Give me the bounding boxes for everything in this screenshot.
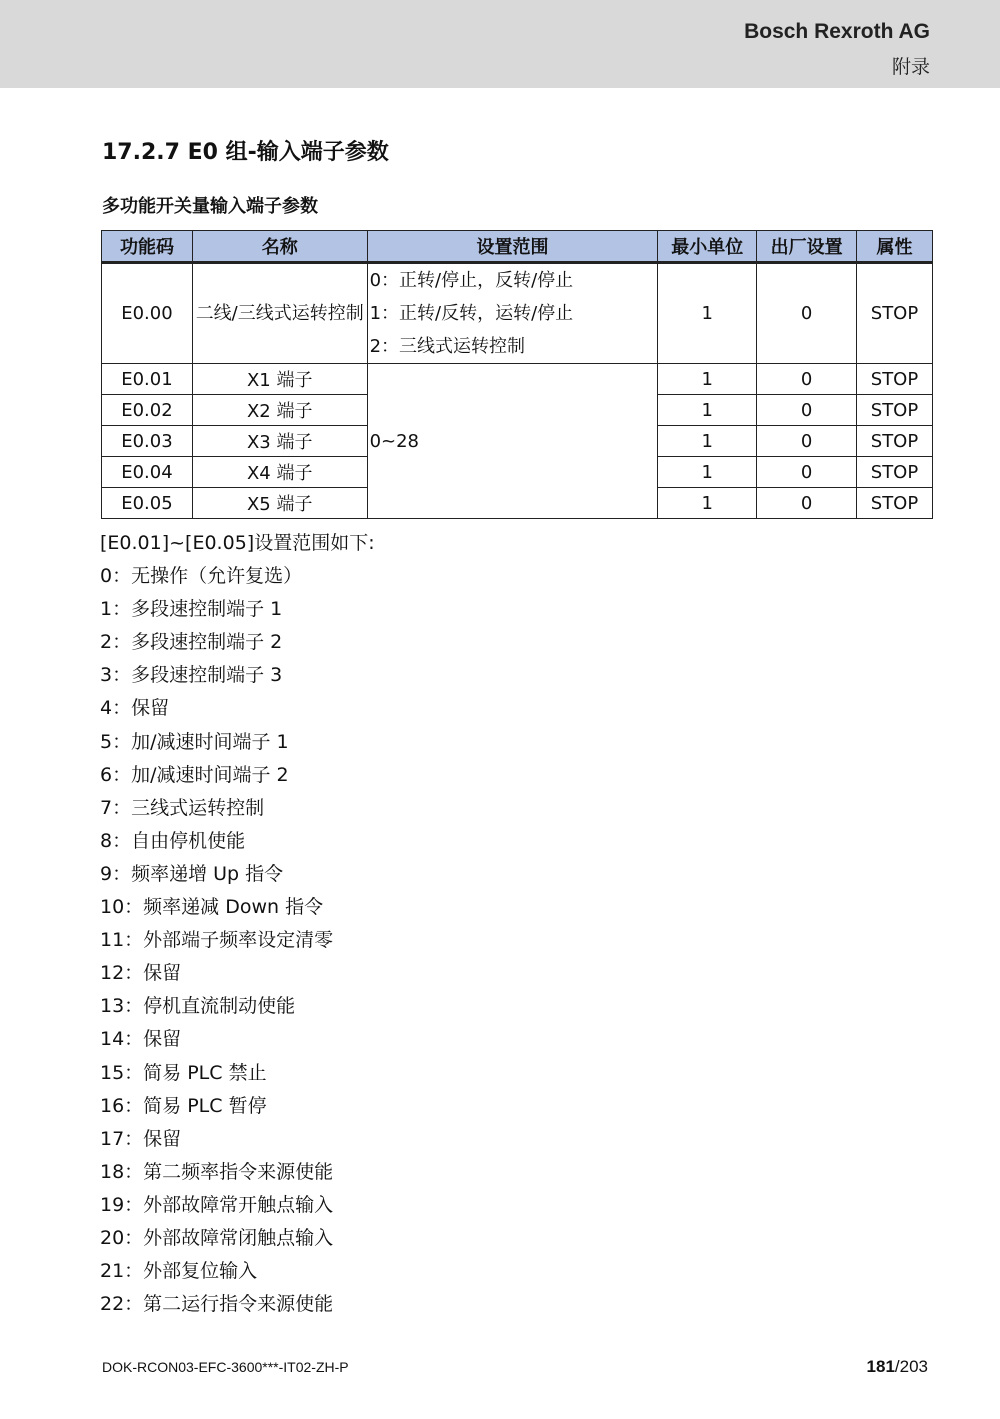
total-pages: /203 (894, 1357, 928, 1376)
param-name (192, 263, 367, 364)
list-item: 8：自由停机使能 (100, 829, 246, 852)
list-item: 5：加/减速时间端子 1 (100, 730, 289, 753)
param-range-shared: 0~28 (367, 364, 658, 519)
list-item: 2：多段速控制端子 2 (100, 631, 283, 654)
document-id: DOK-RCON03-EFC-3600***-IT02-ZH-P (102, 1359, 349, 1375)
param-default: 0 (757, 364, 857, 395)
table-header-row (102, 231, 933, 263)
param-code: E0.03 (102, 426, 193, 457)
list-item: 6：加/减速时间端子 2 (100, 763, 289, 786)
list-item: 16：简易 PLC 暂停 (100, 1094, 267, 1117)
param-attribute: STOP (856, 457, 932, 488)
list-item: 17：保留 (100, 1127, 182, 1150)
section-label: 附录 (891, 56, 930, 78)
column-header: 出厂设置 (757, 231, 857, 263)
list-item: 19：外部故障常开触点输入 (100, 1193, 334, 1216)
param-unit: 1 (658, 395, 757, 426)
table-row (102, 263, 933, 364)
param-name: X3 端子 (192, 426, 367, 457)
param-range (367, 263, 658, 364)
list-item: 4：保留 (100, 697, 170, 720)
column-header: 最小单位 (658, 231, 757, 263)
param-unit: 1 (658, 263, 757, 364)
company-name: Bosch Rexroth AG (744, 20, 930, 43)
range-option: 1：正转/反转，运转/停止 (369, 303, 574, 324)
param-default: 0 (757, 457, 857, 488)
column-header: 功能码 (102, 231, 193, 263)
list-item: 15：简易 PLC 禁止 (100, 1061, 267, 1084)
param-name: X5 端子 (192, 488, 367, 519)
param-attribute: STOP (856, 488, 932, 519)
list-item: 13：停机直流制动使能 (100, 995, 296, 1018)
list-item: 22：第二运行指令来源使能 (100, 1293, 334, 1316)
range-option: 0：正转/停止，反转/停止 (369, 270, 574, 291)
param-default: 0 (757, 263, 857, 364)
column-header: 属性 (856, 231, 932, 263)
table-row (102, 364, 933, 395)
list-item: 0：无操作（允许复选） (100, 565, 303, 588)
column-header: 名称 (192, 231, 367, 263)
list-item: 7：三线式运转控制 (100, 796, 265, 819)
param-code: E0.00 (102, 263, 193, 364)
param-name: X1 端子 (192, 364, 367, 395)
param-name-text: 二线/三线式运转控制 (195, 302, 364, 324)
list-item: [E0.01]~[E0.05]设置范围如下: (100, 532, 375, 554)
list-item: 3：多段速控制端子 3 (100, 664, 283, 687)
param-unit: 1 (658, 457, 757, 488)
list-item: 21：外部复位输入 (100, 1260, 258, 1283)
current-page: 181 (866, 1357, 895, 1376)
param-unit: 1 (658, 364, 757, 395)
page-header (0, 0, 1000, 88)
list-item: 1：多段速控制端子 1 (100, 598, 283, 621)
list-item: 14：保留 (100, 1028, 182, 1051)
column-header: 设置范围 (367, 231, 658, 263)
list-item: 10：频率递减 Down 指令 (100, 896, 324, 919)
list-item: 20：外部故障常闭触点输入 (100, 1226, 334, 1249)
range-option: 2：三线式运转控制 (369, 336, 526, 357)
param-unit: 1 (658, 426, 757, 457)
param-code: E0.04 (102, 457, 193, 488)
list-item: 9：频率递增 Up 指令 (100, 862, 284, 885)
param-code: E0.01 (102, 364, 193, 395)
param-code: E0.05 (102, 488, 193, 519)
param-code: E0.02 (102, 395, 193, 426)
list-item: 11：外部端子频率设定清零 (100, 929, 334, 952)
param-default: 0 (757, 395, 857, 426)
section-title: 17.2.7 E0 组-输入端子参数 (102, 140, 389, 165)
param-name: X4 端子 (192, 457, 367, 488)
param-default: 0 (757, 488, 857, 519)
list-item: 18：第二频率指令来源使能 (100, 1160, 334, 1183)
param-attribute: STOP (856, 364, 932, 395)
param-attribute: STOP (856, 426, 932, 457)
param-default: 0 (757, 426, 857, 457)
parameter-table (101, 230, 933, 519)
param-attribute: STOP (856, 395, 932, 426)
param-unit: 1 (658, 488, 757, 519)
subsection-title: 多功能开关量输入端子参数 (102, 196, 318, 217)
page-number (867, 1357, 928, 1377)
list-item: 12：保留 (100, 962, 182, 985)
param-name: X2 端子 (192, 395, 367, 426)
setting-options-list (100, 527, 375, 1321)
param-attribute: STOP (856, 263, 932, 364)
